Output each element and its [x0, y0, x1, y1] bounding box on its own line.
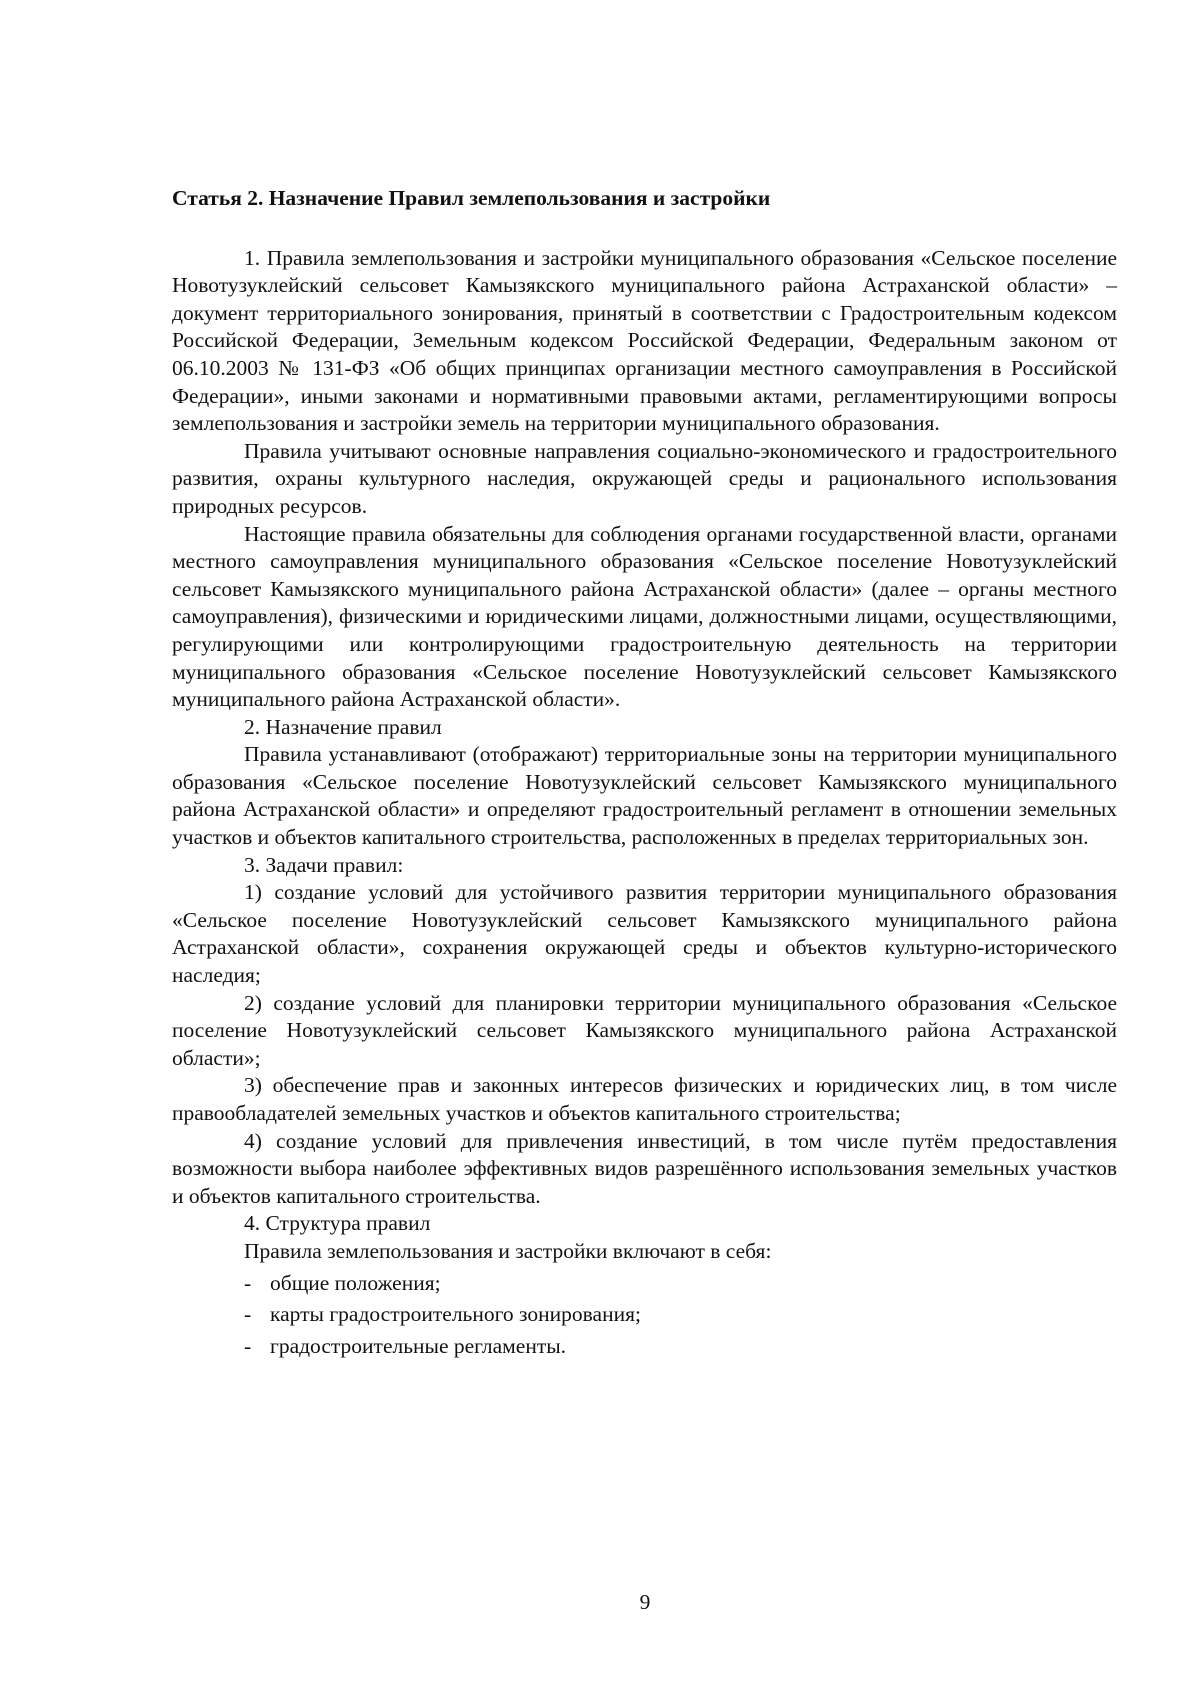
paragraph-2: Правила учитывают основные направления социально-экономического и градостроительного развития, охраны культурного наследия, окружающей среды и рационального использования природных ресурсов. [172, 438, 1117, 518]
list-item [172, 1270, 1117, 1298]
paragraph-3: Настоящие правила обязательны для соблюдения органами государственной власти, органами местного самоуправления муниципального образования «Сельское поселение Новотузуклейский сельсовет Камызякского муниципального района Астраханской области» (далее – органы местного самоуправления), физическими и юридическими лицами, должностными лицами, осуществляющими, регулирующими или контролирующими градостроительную деятельность на территории муниципального образования «Сельское поселение Новотузуклейский сельсовет Камызякского муниципального района Астраханской области». [172, 521, 1117, 712]
task-2: 2) создание условий для планировки территории муниципального образования «Сельское поселение Новотузуклейский сельсовет Камызякского муниципального района Астраханской области»; [172, 990, 1117, 1070]
bullet-dash: - [244, 1270, 252, 1295]
article-heading: Статья 2. Назначение Правил землепользования и застройки [172, 186, 771, 210]
bullet-dash: - [244, 1302, 252, 1327]
structure-list [172, 1270, 1117, 1361]
list-item-text: карты градостроительного зонирования; [270, 1302, 641, 1327]
list-item-text: общие положения; [270, 1270, 441, 1295]
page-number: 9 [639, 1590, 651, 1614]
list-item [172, 1333, 1117, 1361]
section-4-title: 4. Структура правил [244, 1211, 431, 1236]
bullet-dash: - [244, 1333, 252, 1358]
task-3: 3) обеспечение прав и законных интересов физических и юридических лиц, в том числе правообладателей земельных участков и объектов капитального строительства; [172, 1073, 1117, 1125]
paragraph-1: 1. Правила землепользования и застройки муниципального образования «Сельское поселение Новотузуклейский сельсовет Камызякского муниципального района Астраханской области» – документ территориального зонирования, принятый в соответствии с Градостроительным кодексом Российской Федерации, Земельным кодексом Российской Федерации, Федеральным законом от 06.10.2003 № 131-ФЗ «Об общих принципах организации местного самоуправления в Российской Федерации», иными законами и нормативными правовыми актами, регламентирующими вопросы землепользования и застройки земель на территории муниципального образования. [172, 245, 1117, 436]
task-1: 1) создание условий для устойчивого развития территории муниципального образования «Сельское поселение Новотузуклейский сельсовет Камызякского муниципального района Астраханской области», сохранения окружающей среды и объектов культурно-исторического наследия; [172, 880, 1117, 988]
section-2-title: 2. Назначение правил [244, 714, 442, 739]
list-item [172, 1301, 1117, 1329]
task-4: 4) создание условий для привлечения инвестиций, в том числе путём предоставления возможности выбора наиболее эффективных видов разрешённого использования земельных участков и объектов капитального строительства. [172, 1128, 1117, 1208]
structure-intro: Правила землепользования и застройки включают в себя: [244, 1238, 772, 1263]
paragraph-4: Правила устанавливают (отображают) территориальные зоны на территории муниципального образования «Сельское поселение Новотузуклейский сельсовет Камызякского муниципального района Астраханской области» и определяют градостроительный регламент в отношении земельных участков и объектов капитального строительства, расположенных в пределах территориальных зон. [172, 742, 1117, 850]
section-3-title: 3. Задачи правил: [244, 852, 404, 877]
document-page [172, 185, 1117, 1360]
list-item-text: градостроительные регламенты. [270, 1333, 567, 1358]
